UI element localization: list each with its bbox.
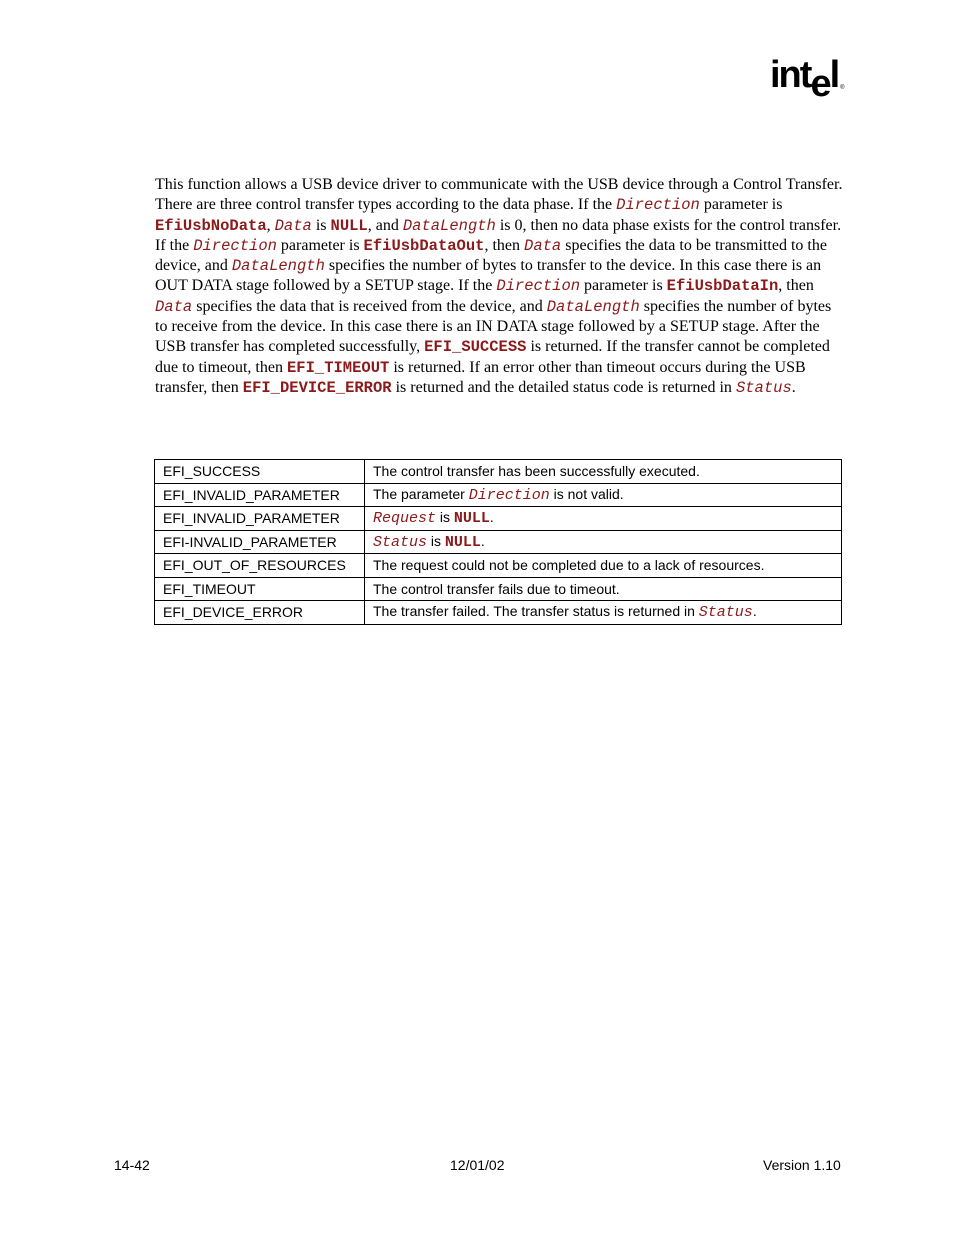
status-code-cell: EFI_SUCCESS bbox=[155, 460, 365, 484]
status-code-cell: EFI_INVALID_PARAMETER bbox=[155, 507, 365, 531]
desc-text: is bbox=[436, 509, 454, 526]
status-code-cell: EFI_OUT_OF_RESOURCES bbox=[155, 554, 365, 578]
desc-text: . bbox=[489, 509, 494, 526]
para-text: specifies the number of bytes to transfer to the device. In this case there is an OUT DATA stage followed by a SETUP stage. If the bbox=[155, 257, 822, 295]
status-description-cell bbox=[365, 601, 842, 625]
param-direction: Direction bbox=[616, 196, 700, 215]
param-direction: Direction bbox=[496, 277, 581, 296]
para-text: is 0, then no data phase exists for the control transfer. If the bbox=[155, 216, 842, 254]
status-description-cell: The control transfer fails due to timeout. bbox=[365, 577, 842, 601]
const-efiusbnodata: EfiUsbNoData bbox=[155, 216, 267, 235]
para-text: specifies the number of bytes to receive from the device. In this case there is an IN DATA stage followed by a SETUP stage. After the USB transfer has completed successfully, bbox=[155, 297, 832, 356]
param-datalength: DataLength bbox=[546, 297, 640, 316]
footer-version: Version 1.10 bbox=[763, 1157, 841, 1173]
para-text: specifies the data that is received from the device, and bbox=[192, 297, 547, 315]
logo-registered-mark: ® bbox=[840, 85, 845, 91]
logo-part-l: l bbox=[829, 54, 839, 96]
para-text: , bbox=[266, 216, 275, 234]
param-request: Request bbox=[373, 510, 437, 528]
param-datalength: DataLength bbox=[231, 257, 325, 276]
const-efi-success: EFI_SUCCESS bbox=[424, 338, 527, 357]
status-description-cell bbox=[365, 483, 842, 507]
const-efi-device-error: EFI_DEVICE_ERROR bbox=[242, 378, 392, 397]
para-text: , then bbox=[778, 277, 814, 295]
status-codes-table bbox=[154, 459, 842, 625]
table-row bbox=[155, 554, 842, 578]
param-data: Data bbox=[155, 297, 193, 316]
const-efiusbdatain: EfiUsbDataIn bbox=[666, 277, 779, 296]
para-text: parameter is bbox=[580, 277, 667, 295]
table-row bbox=[155, 483, 842, 507]
desc-text: . bbox=[752, 603, 757, 620]
para-text: This function allows a USB device driver to communicate with the USB device through a Control Transfer. There are three control transfer types according to the data phase. If the bbox=[155, 176, 843, 214]
status-description-cell: The control transfer has been successfully executed. bbox=[365, 460, 842, 484]
table-row bbox=[155, 530, 842, 554]
desc-text: is bbox=[427, 532, 445, 549]
status-code-cell: EFI_TIMEOUT bbox=[155, 577, 365, 601]
table-row bbox=[155, 577, 842, 601]
status-code-cell: EFI_DEVICE_ERROR bbox=[155, 601, 365, 625]
param-datalength: DataLength bbox=[402, 216, 496, 235]
desc-text: The transfer failed. The transfer status is returned in bbox=[373, 603, 699, 620]
desc-text: The parameter bbox=[373, 485, 469, 502]
const-null: NULL bbox=[330, 216, 368, 235]
desc-text: is not valid. bbox=[549, 485, 624, 502]
para-text: is bbox=[311, 216, 331, 234]
const-efiusbdataout: EfiUsbDataOut bbox=[363, 236, 485, 255]
para-text: parameter is bbox=[276, 236, 364, 254]
para-text: specifies the data to be transmitted to the device, and bbox=[155, 236, 827, 275]
param-status: Status bbox=[698, 604, 753, 622]
para-text: , then bbox=[484, 236, 525, 254]
const-efi-timeout: EFI_TIMEOUT bbox=[286, 358, 390, 377]
para-text: parameter is bbox=[699, 196, 783, 214]
const-null: NULL bbox=[444, 533, 481, 551]
description-paragraph bbox=[155, 175, 845, 398]
param-status: Status bbox=[373, 533, 428, 551]
param-direction: Direction bbox=[468, 486, 550, 504]
table-row bbox=[155, 460, 842, 484]
status-code-cell: EFI_INVALID_PARAMETER bbox=[155, 483, 365, 507]
logo-part-e: e bbox=[810, 63, 830, 105]
para-text: . bbox=[791, 378, 796, 396]
param-data: Data bbox=[524, 236, 562, 255]
const-null: NULL bbox=[453, 510, 490, 528]
intel-logo bbox=[770, 54, 845, 105]
status-description-cell: The request could not be completed due to a lack of resources. bbox=[365, 554, 842, 578]
param-status: Status bbox=[735, 378, 792, 397]
footer-page-number: 14-42 bbox=[114, 1157, 150, 1173]
status-code-cell: EFI-INVALID_PARAMETER bbox=[155, 530, 365, 554]
status-description-cell bbox=[365, 530, 842, 554]
param-direction: Direction bbox=[193, 236, 277, 255]
table-row bbox=[155, 601, 842, 625]
param-data: Data bbox=[274, 216, 312, 235]
para-text: is returned. If an error other than timeout occurs during the USB transfer, then bbox=[155, 358, 806, 396]
table-row bbox=[155, 507, 842, 531]
status-description-cell bbox=[365, 507, 842, 531]
footer-date: 12/01/02 bbox=[450, 1157, 505, 1173]
desc-text: . bbox=[480, 532, 485, 549]
para-text: , and bbox=[367, 216, 403, 234]
para-text: is returned and the detailed status code is returned in bbox=[391, 378, 736, 396]
logo-part-int: int bbox=[770, 54, 811, 96]
para-text: is returned. If the transfer cannot be completed due to timeout, then bbox=[155, 338, 830, 376]
